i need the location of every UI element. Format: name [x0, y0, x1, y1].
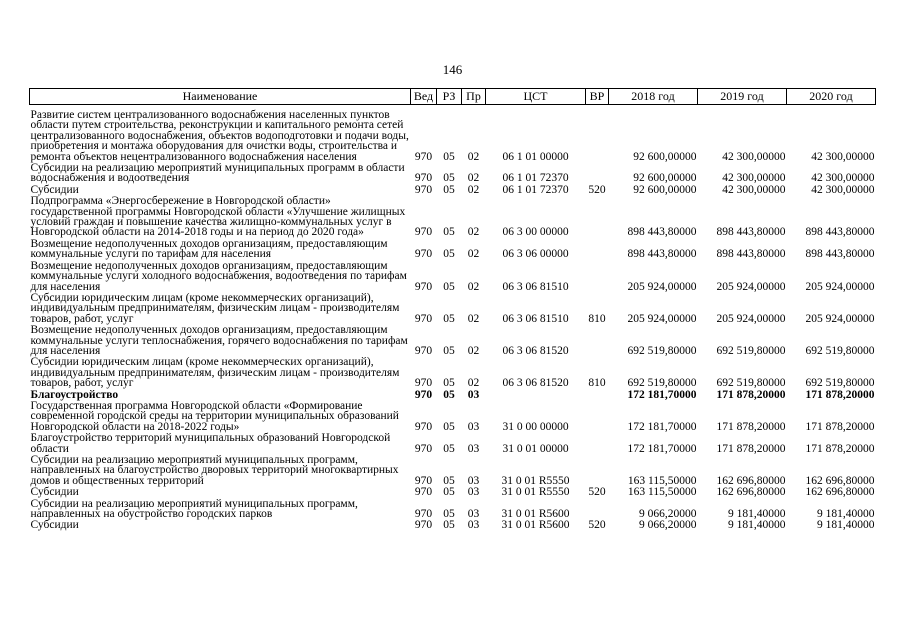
cell-cst: 31 0 00 00000 — [502, 420, 569, 433]
cell-y2019: 162 696,80000 — [716, 474, 786, 487]
cell-pr: 03 — [467, 508, 480, 521]
cell-y2020: 171 878,20000 — [805, 420, 875, 433]
cell-y2019: 9 181,40000 — [728, 508, 786, 521]
cell-name: Субсидии на реализацию мероприятий муниципальных программ в области водоснабжения и водоотведения — [30, 162, 405, 185]
table-row — [30, 324, 876, 356]
cell-vr — [586, 260, 609, 292]
cell-cst: 06 3 06 00000 — [502, 248, 569, 261]
cell-name: Субсидии на реализацию мероприятий муниципальных программ, направленных на обустройство городских парков — [30, 497, 358, 521]
cell-y2019: 692 519,80000 — [716, 344, 786, 357]
cell-y2020: 205 924,00000 — [805, 280, 875, 293]
cell-pr: 02 — [467, 312, 480, 325]
table-row — [30, 162, 876, 184]
budget-table — [29, 88, 876, 531]
cell-y2020: 171 878,20000 — [805, 388, 875, 401]
cell-y2019: 692 519,80000 — [716, 377, 786, 390]
cell-y2019: 42 300,00000 — [722, 183, 786, 196]
header-2019: 2019 год — [698, 89, 787, 105]
cell-y2019: 42 300,00000 — [722, 172, 786, 185]
header-pr: Пр — [462, 89, 486, 105]
table-row — [30, 432, 876, 454]
cell-ved: 970 — [414, 519, 433, 532]
cell-y2019: 171 878,20000 — [716, 388, 786, 401]
cell-vr — [586, 238, 609, 260]
cell-pr: 02 — [467, 183, 480, 196]
cell-cst: 06 3 00 00000 — [502, 226, 569, 239]
cell-y2020: 42 300,00000 — [811, 183, 875, 196]
cell-cst: 06 3 06 81510 — [502, 280, 569, 293]
table-body — [30, 105, 876, 531]
cell-name: Субсидии — [30, 183, 79, 196]
cell-y2018: 172 181,70000 — [627, 420, 697, 433]
cell-y2020: 205 924,00000 — [805, 312, 875, 325]
cell-cst: 31 0 01 R5600 — [501, 508, 570, 521]
cell-y2020: 898 443,80000 — [805, 248, 875, 261]
header-ved: Вед — [411, 89, 437, 105]
cell-name: Возмещение недополученных доходов организациям, предоставляющим коммунальные услуги холодного водоснабжения, водоотведения по тарифам для населения — [30, 259, 407, 293]
cell-cst: 31 0 01 R5550 — [501, 474, 570, 487]
cell-y2018: 172 181,70000 — [627, 442, 697, 455]
cell-y2019: 42 300,00000 — [722, 150, 786, 163]
cell-cst: 31 0 01 R5600 — [501, 519, 570, 532]
table-row — [30, 389, 876, 400]
cell-rz: 05 — [443, 420, 455, 433]
cell-y2018: 205 924,00000 — [627, 312, 697, 325]
cell-y2020: 162 696,80000 — [805, 474, 875, 487]
cell-y2018: 9 066,20000 — [639, 508, 697, 521]
cell-pr: 02 — [467, 344, 480, 357]
cell-y2018: 92 600,00000 — [633, 150, 697, 163]
cell-vr — [586, 324, 609, 356]
cell-y2020: 9 181,40000 — [817, 519, 875, 532]
table-row — [30, 356, 876, 388]
cell-rz: 05 — [443, 344, 455, 357]
table-row — [30, 400, 876, 432]
cell-pr: 03 — [467, 486, 480, 499]
table-row — [30, 238, 876, 260]
cell-vr — [586, 432, 609, 454]
cell-y2018: 692 519,80000 — [627, 344, 697, 357]
cell-name: Субсидии на реализацию мероприятий муниципальных программ, направленных на благоустройство дворовых территорий многоквартирных домов и общественных территорий — [30, 454, 399, 487]
table-row — [30, 109, 876, 162]
cell-ved: 970 — [414, 508, 433, 521]
cell-vr — [586, 400, 609, 432]
cell-vr: 520 — [588, 486, 606, 499]
cell-ved: 970 — [414, 248, 433, 261]
cell-y2020: 171 878,20000 — [805, 442, 875, 455]
cell-ved: 970 — [414, 442, 433, 455]
cell-pr: 02 — [467, 377, 480, 390]
cell-pr: 03 — [467, 474, 480, 487]
cell-name: Субсидии юридическим лицам (кроме некоммерческих организаций), индивидуальным предпринимателям, физическим лицам - производителям товаров, работ, услуг — [30, 356, 400, 390]
cell-name: Благоустройство территорий муниципальных образований Новгородской области — [30, 432, 391, 455]
cell-pr: 02 — [467, 172, 480, 185]
cell-cst: 06 1 01 00000 — [502, 150, 569, 163]
cell-cst — [486, 389, 586, 400]
cell-y2020: 9 181,40000 — [817, 508, 875, 521]
cell-cst: 31 0 01 00000 — [502, 442, 569, 455]
cell-pr: 03 — [467, 519, 480, 532]
cell-name: Подпрограмма «Энергосбережение в Новгородской области» государственной программы Новгородской области «Улучшение жилищных условий граждан и повышение качества жилищно-коммунальных услуг в Новгородской области на 2014-2018 годы и на период до 2020 года» — [30, 195, 406, 239]
cell-name: Государственная программа Новгородской области «Формирование современной городской среды на территории муниципальных образований Новгородской области на 2018-2022 годы» — [30, 399, 399, 433]
cell-y2019: 171 878,20000 — [716, 420, 786, 433]
cell-pr: 03 — [467, 388, 480, 401]
cell-cst: 06 1 01 72370 — [502, 183, 569, 196]
cell-rz: 05 — [443, 442, 455, 455]
cell-name: Возмещение недополученных доходов организациям, предоставляющим коммунальные услуги по тарифам для населения — [30, 237, 388, 261]
cell-y2020: 692 519,80000 — [805, 344, 875, 357]
table-row — [30, 195, 876, 238]
header-cst: ЦСТ — [486, 89, 586, 105]
cell-y2019: 898 443,80000 — [716, 226, 786, 239]
cell-y2018: 163 115,50000 — [627, 474, 697, 487]
table-row — [30, 519, 876, 530]
cell-vr — [586, 162, 609, 184]
cell-y2018: 172 181,70000 — [627, 388, 697, 401]
cell-y2019: 162 696,80000 — [716, 486, 786, 499]
cell-rz: 05 — [443, 486, 455, 499]
cell-y2019: 9 181,40000 — [728, 519, 786, 532]
cell-ved: 970 — [414, 312, 433, 325]
cell-vr — [586, 454, 609, 486]
cell-y2018: 163 115,50000 — [627, 486, 697, 499]
header-vr: ВР — [586, 89, 609, 105]
cell-y2018: 205 924,00000 — [627, 280, 697, 293]
cell-y2018: 92 600,00000 — [633, 172, 697, 185]
cell-rz: 05 — [443, 388, 455, 401]
table-row — [30, 292, 876, 324]
header-rz: РЗ — [437, 89, 462, 105]
cell-name: Возмещение недополученных доходов организациям, предоставляющим коммунальные услуги теплоснабжения, горячего водоснабжения по тарифам для населения — [30, 324, 408, 357]
cell-ved: 970 — [414, 420, 433, 433]
cell-rz: 05 — [443, 312, 455, 325]
cell-cst: 31 0 01 R5550 — [501, 486, 570, 499]
cell-ved: 970 — [414, 150, 433, 163]
cell-y2018: 9 066,20000 — [639, 519, 697, 532]
cell-vr: 520 — [588, 519, 606, 532]
cell-rz: 05 — [443, 474, 455, 487]
cell-y2018: 692 519,80000 — [627, 377, 697, 390]
cell-pr: 02 — [467, 248, 480, 261]
table-header — [30, 89, 876, 105]
cell-y2018: 898 443,80000 — [627, 248, 697, 261]
cell-y2019: 205 924,00000 — [716, 280, 786, 293]
header-name: Наименование — [30, 89, 411, 105]
cell-rz: 05 — [443, 183, 455, 196]
cell-cst: 06 1 01 72370 — [502, 172, 569, 185]
cell-y2019: 205 924,00000 — [716, 312, 786, 325]
header-2020: 2020 год — [787, 89, 876, 105]
cell-name: Благоустройство — [30, 388, 119, 401]
cell-name: Субсидии — [30, 519, 79, 532]
cell-rz: 05 — [443, 248, 455, 261]
cell-ved: 970 — [414, 377, 433, 390]
cell-rz: 05 — [443, 519, 455, 532]
table-row — [30, 260, 876, 292]
cell-ved: 970 — [414, 226, 433, 239]
cell-pr: 03 — [467, 420, 480, 433]
cell-cst: 06 3 06 81510 — [502, 312, 569, 325]
cell-ved: 970 — [414, 486, 433, 499]
cell-vr — [586, 195, 609, 238]
cell-cst: 06 3 06 81520 — [502, 377, 569, 390]
cell-name: Субсидии — [30, 486, 79, 499]
table-row — [30, 184, 876, 195]
cell-ved: 970 — [414, 388, 433, 401]
cell-pr: 02 — [467, 226, 480, 239]
cell-y2018: 92 600,00000 — [633, 183, 697, 196]
cell-rz: 05 — [443, 172, 455, 185]
cell-ved: 970 — [414, 280, 433, 293]
cell-ved: 970 — [414, 183, 433, 196]
cell-y2020: 692 519,80000 — [805, 377, 875, 390]
cell-cst: 06 3 06 81520 — [502, 344, 569, 357]
header-2018: 2018 год — [609, 89, 698, 105]
cell-rz: 05 — [443, 150, 455, 163]
cell-vr — [586, 109, 609, 162]
table-row — [30, 486, 876, 497]
cell-y2020: 42 300,00000 — [811, 150, 875, 163]
cell-vr: 810 — [588, 312, 606, 325]
cell-y2019: 898 443,80000 — [716, 248, 786, 261]
cell-y2020: 898 443,80000 — [805, 226, 875, 239]
cell-rz: 05 — [443, 280, 455, 293]
cell-vr — [586, 389, 609, 400]
page-number: 146 — [442, 62, 463, 77]
cell-name: Развитие систем централизованного водоснабжения населенных пунктов области путем строительства, реконструкции и капитального ремонта сетей централизованного водоснабжения, объектов водоподготовки и подачи воды, приобретения и монтажа оборудования для очистки воды, строительства и ремонта объектов нецентрализованного водоснабжения населения — [30, 109, 409, 163]
cell-vr — [586, 498, 609, 520]
cell-rz: 05 — [443, 226, 455, 239]
cell-pr: 02 — [467, 150, 480, 163]
table-row — [30, 454, 876, 486]
cell-name: Субсидии юридическим лицам (кроме некоммерческих организаций), индивидуальным предпринимателям, физическим лицам - производителям товаров, работ, услуг — [30, 291, 400, 325]
cell-y2019: 171 878,20000 — [716, 442, 786, 455]
cell-vr: 520 — [588, 183, 606, 196]
cell-pr: 03 — [467, 442, 480, 455]
cell-y2020: 162 696,80000 — [805, 486, 875, 499]
table-row — [30, 498, 876, 520]
cell-y2020: 42 300,00000 — [811, 172, 875, 185]
cell-ved: 970 — [414, 474, 433, 487]
cell-ved: 970 — [414, 172, 433, 185]
cell-y2018: 898 443,80000 — [627, 226, 697, 239]
cell-pr: 02 — [467, 280, 480, 293]
cell-ved: 970 — [414, 344, 433, 357]
cell-rz: 05 — [443, 508, 455, 521]
cell-rz: 05 — [443, 377, 455, 390]
cell-vr: 810 — [588, 377, 606, 390]
